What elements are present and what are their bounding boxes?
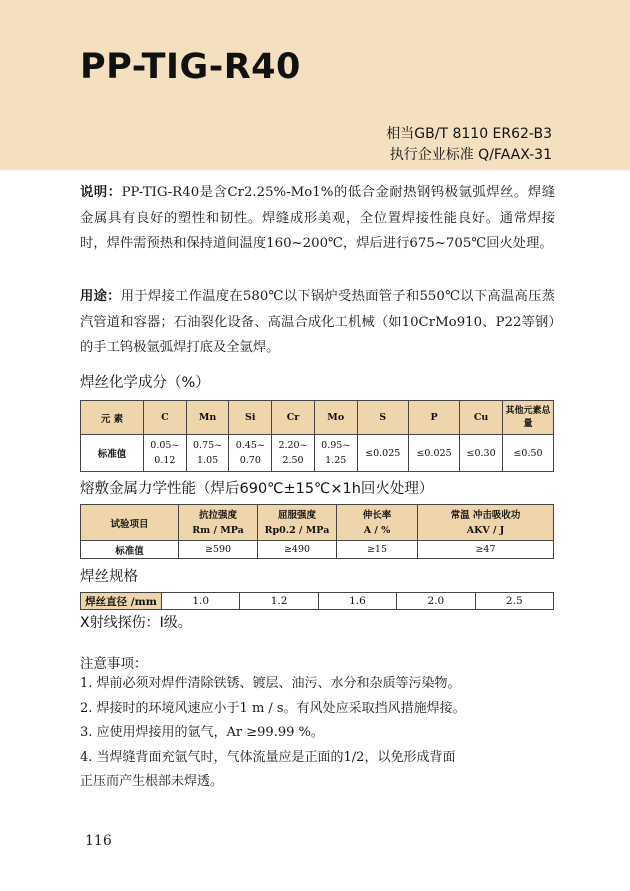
chem-value-mn-min: 0.75~	[193, 440, 223, 451]
chem-value-mn-max: 1.05	[197, 455, 219, 466]
chem-cell-c	[144, 435, 187, 472]
chem-cell-p: ≤0.025	[408, 435, 459, 472]
mech-header-impact	[418, 505, 554, 541]
chem-header-s: S	[357, 401, 408, 435]
chem-value-cr-min: 2.20~	[278, 440, 308, 451]
chem-header-c: C	[144, 401, 187, 435]
mech-header-item: 试验项目	[81, 505, 179, 541]
chem-cell-mo	[314, 435, 357, 472]
mech-header-tensile-label: 抗拉强度	[198, 509, 237, 521]
mech-header-elongation-unit: A / %	[363, 524, 391, 536]
mech-section-title: 熔敷金属力学性能（焊后690℃±15℃×1h回火处理）	[80, 481, 434, 497]
spec-diameter-1: 1.0	[162, 593, 240, 610]
chem-value-cr-max: 2.50	[282, 455, 304, 466]
mech-value-tensile: ≥590	[179, 541, 258, 559]
list-item: 4. 当焊缝背面充氩气时，气体流量应是正面的1/2，以免形成背面	[80, 749, 456, 765]
chem-header-mo: Mo	[314, 401, 357, 435]
spec-diameter-2: 1.2	[240, 593, 318, 610]
chem-cell-cr	[272, 435, 315, 472]
mech-properties-table	[80, 504, 554, 559]
spec-label: 焊丝直径 /mm	[81, 593, 162, 610]
chem-header-p: P	[408, 401, 459, 435]
mech-header-elongation-label: 伸长率	[362, 509, 392, 521]
list-item: 2. 焊接时的环境风速应小于1 m / s。有风处应采取挡风措施焊接。	[80, 700, 466, 716]
mech-header-yield	[258, 505, 337, 541]
table-row	[81, 401, 554, 435]
chem-cell-si	[229, 435, 272, 472]
chem-header-mn: Mn	[186, 401, 229, 435]
chem-cell-cu: ≤0.30	[460, 435, 503, 472]
chem-cell-other: ≤0.50	[503, 435, 554, 472]
chem-header-other: 其他元素总量	[503, 401, 554, 435]
list-item: 正压而产生根部未焊透。	[80, 774, 224, 789]
mech-header-tensile	[179, 505, 258, 541]
spec-diameter-5: 2.5	[475, 593, 553, 610]
standard-equivalent: 相当GB/T 8110 ER62-B3	[386, 126, 552, 142]
mech-value-elongation: ≥15	[337, 541, 418, 559]
chem-composition-table	[80, 400, 554, 472]
chem-value-mo-max: 1.25	[325, 455, 347, 466]
usage-label: 用途：	[80, 289, 121, 304]
table-row	[81, 593, 554, 610]
chem-section-title: 焊丝化学成分（%）	[80, 375, 210, 391]
notes-title: 注意事项：	[80, 656, 148, 672]
mech-value-impact: ≥47	[418, 541, 554, 559]
description-label: 说明：	[80, 185, 122, 200]
spec-diameter-4: 2.0	[397, 593, 475, 610]
enterprise-standard: 执行企业标准 Q/FAAX-31	[389, 147, 552, 163]
chem-header-si: Si	[229, 401, 272, 435]
mech-value-yield: ≥490	[258, 541, 337, 559]
table-row	[81, 505, 554, 541]
chem-value-mo-min: 0.95~	[321, 440, 351, 451]
mech-header-yield-unit: Rp0.2 / MPa	[264, 524, 330, 536]
table-row	[81, 435, 554, 472]
xray-inspection: X射线探伤：Ⅰ级。	[80, 615, 192, 631]
mech-header-impact-unit: AKV / J	[466, 524, 505, 536]
page-number: 116	[85, 833, 112, 849]
chem-header-cr: Cr	[272, 401, 315, 435]
chem-header-cu: Cu	[460, 401, 503, 435]
wire-spec-table	[80, 592, 554, 610]
chem-header-element: 元 素	[81, 401, 144, 435]
chem-cell-mn	[186, 435, 229, 472]
list-item: 1. 焊前必须对焊件清除铁锈、镀层、油污、水分和杂质等污染物。	[80, 676, 461, 691]
mech-header-elongation	[337, 505, 418, 541]
description-text: PP-TIG-R40是含Cr2.25%-Mo1%的低合金耐热钢钨极氩弧焊丝。焊缝金属具有良好的塑性和韧性。焊缝成形美观，全位置焊接性能良好。通常焊接时，焊件需预热和保持道间温度160~200℃，焊后进行675~705℃回火处理。	[80, 185, 556, 251]
usage-text: 用于焊接工作温度在580℃以下锅炉受热面管子和550℃以下高温高压蒸汽管道和容器；石油裂化设备、高温合成化工机械（如10CrMo910、P22等钢）的手工钨极氩弧焊打底及全氩焊。	[80, 289, 556, 355]
chem-value-si-min: 0.45~	[235, 440, 265, 451]
description-paragraph	[80, 180, 555, 257]
chem-value-c-min: 0.05~	[150, 440, 180, 451]
page-title: PP-TIG-R40	[80, 47, 301, 87]
spec-section-title: 焊丝规格	[80, 569, 138, 585]
chem-cell-s: ≤0.025	[357, 435, 408, 472]
chem-value-c-max: 0.12	[154, 455, 176, 466]
notes-list	[80, 672, 555, 795]
chem-value-si-max: 0.70	[239, 455, 261, 466]
list-item: 3. 应使用焊接用的氩气，Ar ≥99.99 %。	[80, 725, 324, 740]
mech-header-impact-label: 常温 冲击吸收功	[450, 509, 521, 521]
mech-row-label: 标准值	[81, 541, 179, 559]
usage-paragraph	[80, 284, 555, 361]
spec-diameter-3: 1.6	[318, 593, 396, 610]
chem-row-label: 标准值	[81, 435, 144, 472]
mech-header-yield-label: 屈服强度	[277, 509, 316, 521]
mech-header-tensile-unit: Rm / MPa	[192, 524, 244, 536]
table-row	[81, 541, 554, 559]
